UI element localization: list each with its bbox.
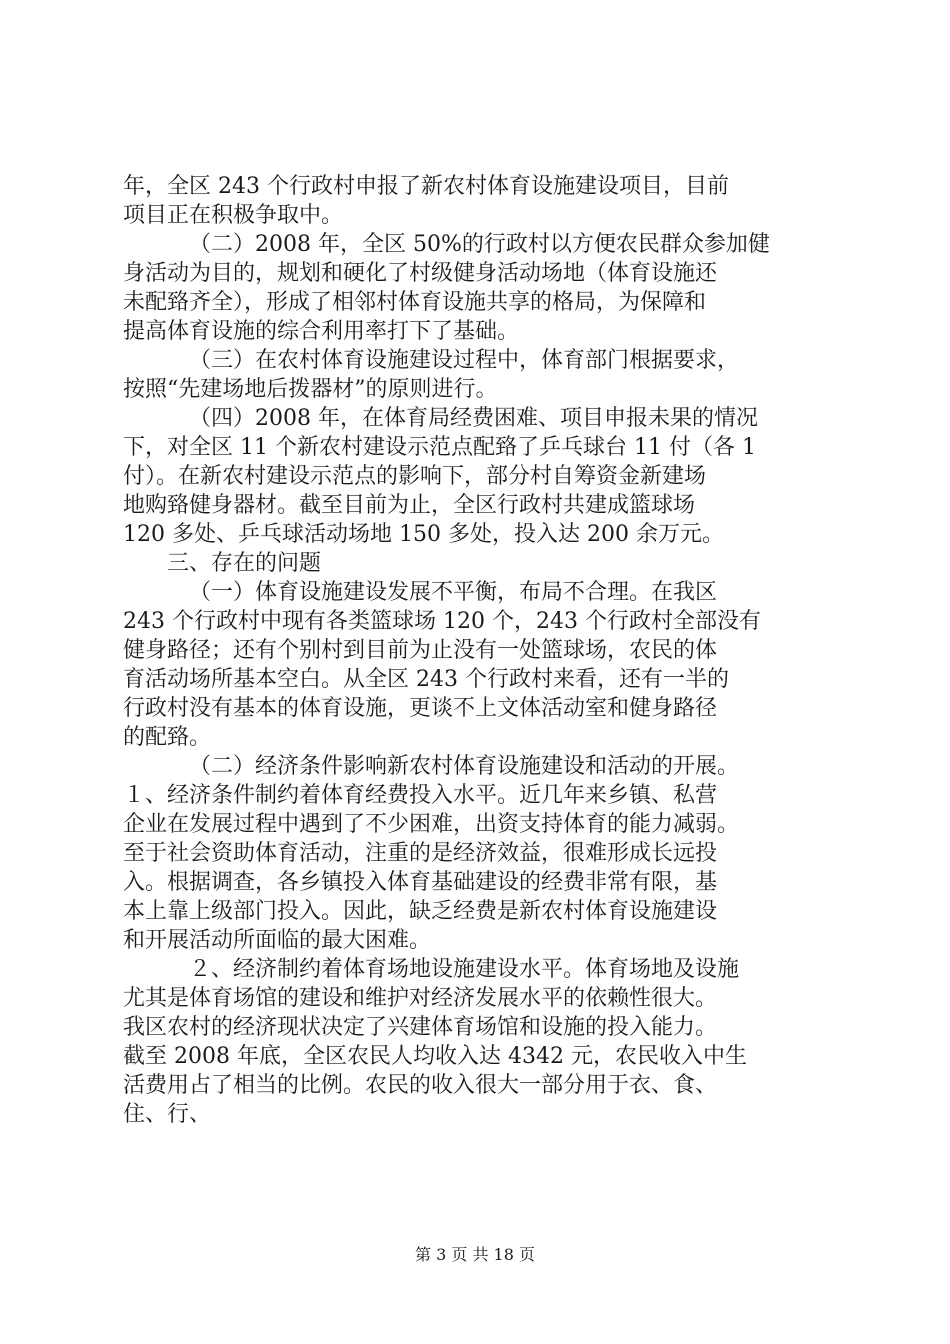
text-line: 未配臵齐全），形成了相邻村体育设施共享的格局，为保障和 [123,290,707,315]
page-footer: 第 3 页 共 18 页 [415,1245,535,1264]
text-line: 尤其是体育场馆的建设和维护对经济发展水平的依赖性很大。 [123,986,718,1011]
text-line: （二）2008 年，全区 50%的行政村以方便农民群众参加健 [189,232,770,257]
text-line: 住、行、 [123,1102,212,1127]
text-line: 地购臵健身器材。截至目前为止，全区行政村共建成篮球场 [123,493,696,518]
text-line: 入。根据调查，各乡镇投入体育基础建设的经费非常有限，基 [123,870,718,895]
text-line: 行政村没有基本的体育设施，更谈不上文体活动室和健身路径 [123,696,718,721]
text-line: （一）体育设施建设发展不平衡，布局不合理。在我区 [189,580,718,605]
text-line: 243 个行政村中现有各类篮球场 120 个，243 个行政村全部没有 [123,609,761,634]
text-line: 育活动场所基本空白。从全区 243 个行政村来看，还有一半的 [123,667,729,692]
section-heading: 三、存在的问题 [167,551,322,576]
text-line: （三）在农村体育设施建设过程中，体育部门根据要求， [189,348,740,373]
text-line: （四）2008 年，在体育局经费困难、项目申报未果的情况 [189,406,758,431]
text-line: 企业在发展过程中遇到了不少困难，出资支持体育的能力减弱。 [123,812,740,837]
text-line: 本上靠上级部门投入。因此，缺乏经费是新农村体育设施建设 [123,899,718,924]
text-line: （二）经济条件影响新农村体育设施建设和活动的开展。 [189,754,740,779]
text-line: 120 多处、乒乓球活动场地 150 多处，投入达 200 余万元。 [123,522,724,547]
text-line: 付）。在新农村建设示范点的影响下，部分村自筹资金新建场 [123,464,707,489]
text-line: 下，对全区 11 个新农村建设示范点配臵了乒乓球台 11 付（各 1 [123,435,756,460]
text-line: 项目正在积极争取中。 [123,203,344,228]
text-line: 我区农村的经济现状决定了兴建体育场馆和设施的投入能力。 [123,1015,718,1040]
text-line: 身活动为目的，规划和硬化了村级健身活动场地（体育设施还 [123,261,718,286]
text-line: 和开展活动所面临的最大困难。 [123,928,432,953]
body-text [123,172,833,1129]
text-line: ２、经济制约着体育场地设施建设水平。体育场地及设施 [189,957,740,982]
text-line: 的配臵。 [123,725,212,750]
text-line: 健身路径；还有个别村到目前为止没有一处篮球场，农民的体 [123,638,718,663]
text-line: 活费用占了相当的比例。农民的收入很大一部分用于衣、食、 [123,1073,718,1098]
text-line: １、经济条件制约着体育经费投入水平。近几年来乡镇、私营 [123,783,718,808]
text-line: 提高体育设施的综合利用率打下了基础。 [123,319,520,344]
text-line: 年，全区 243 个行政村申报了新农村体育设施建设项目，目前 [123,174,729,199]
text-line: 截至 2008 年底，全区农民人均收入达 4342 元，农民收入中生 [123,1044,747,1069]
text-line: 至于社会资助体育活动，注重的是经济效益，很难形成长远投 [123,841,718,866]
text-line: 按照“先建场地后拨器材”的原则进行。 [123,377,498,402]
